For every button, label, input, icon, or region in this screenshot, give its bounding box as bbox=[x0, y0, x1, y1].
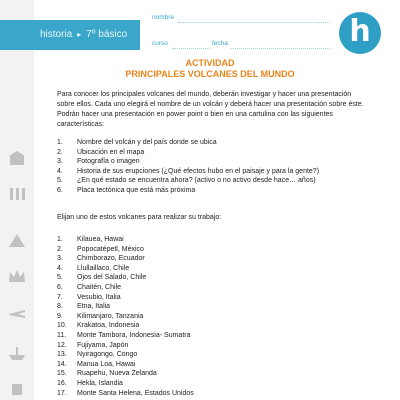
item-number: 2. bbox=[57, 245, 63, 253]
curso-field[interactable] bbox=[172, 48, 210, 49]
building-icon bbox=[8, 150, 26, 166]
list-item bbox=[57, 283, 194, 293]
list-item bbox=[57, 350, 194, 360]
item-text: Nyiragongo, Congo bbox=[77, 351, 138, 359]
item-text: Chaitén, Chile bbox=[77, 283, 121, 291]
activity-title: ACTIVIDAD bbox=[185, 58, 235, 68]
list-item bbox=[57, 302, 194, 312]
item-number: 6. bbox=[57, 283, 63, 291]
list-item bbox=[57, 245, 194, 255]
intro-paragraph bbox=[57, 90, 375, 130]
item-number: 16. bbox=[57, 379, 67, 387]
ship-icon bbox=[8, 345, 26, 361]
item-text: Ruapehu, Nueva Zelanda bbox=[77, 370, 157, 378]
list-item bbox=[57, 273, 194, 283]
list-item bbox=[57, 293, 194, 303]
list-item bbox=[57, 167, 319, 177]
intro-line: sobre ellos. Cada uno elegirá el nombre de un volcán y deberá hacer una presentación sobre éste. bbox=[57, 101, 364, 108]
item-text: Monte Santa Helena, Estados Unidos bbox=[77, 389, 194, 397]
item-text: Hekla, Islandia bbox=[77, 379, 123, 387]
intro-line: características: bbox=[57, 121, 105, 128]
volcano-list bbox=[57, 235, 194, 398]
list-item bbox=[57, 331, 194, 341]
list-item bbox=[57, 369, 194, 379]
nombre-field[interactable] bbox=[178, 22, 330, 23]
pyramid-icon bbox=[8, 232, 26, 248]
item-number: 8. bbox=[57, 303, 63, 311]
item-number: 3. bbox=[57, 158, 63, 166]
item-text: Popocatépetl, México bbox=[77, 245, 144, 253]
subject-bar bbox=[0, 20, 140, 50]
item-number: 4. bbox=[57, 264, 63, 272]
landmark-icon bbox=[8, 380, 26, 396]
item-text: Placa tectónica que está más próxima bbox=[77, 186, 196, 194]
item-number: 11. bbox=[57, 331, 67, 339]
list-item bbox=[57, 148, 319, 158]
list-item bbox=[57, 360, 194, 370]
item-text: Llullaillaco, Chile bbox=[77, 264, 130, 272]
list-item bbox=[57, 186, 319, 196]
item-text: Fotografía o imagen bbox=[77, 158, 140, 166]
list-item bbox=[57, 389, 194, 399]
item-number: 9. bbox=[57, 312, 63, 320]
subject-label: historia bbox=[40, 29, 73, 40]
list-item bbox=[57, 341, 194, 351]
list-item bbox=[57, 321, 194, 331]
item-number: 6. bbox=[57, 186, 63, 194]
crown-icon bbox=[8, 268, 26, 284]
item-text: ¿En qué estado se encuentra ahora? (activo o no activo desde hace… años) bbox=[77, 177, 316, 185]
requirements-list bbox=[57, 138, 319, 196]
fecha-field[interactable] bbox=[231, 48, 330, 49]
item-number: 4. bbox=[57, 167, 63, 175]
list-item bbox=[57, 138, 319, 148]
list-item bbox=[57, 312, 194, 322]
list-item bbox=[57, 176, 319, 186]
item-text: Etna, Italia bbox=[77, 303, 111, 311]
curso-label: curso bbox=[152, 40, 168, 47]
item-text: Krakatoa, Indonesia bbox=[77, 322, 140, 330]
item-number: 5. bbox=[57, 177, 63, 185]
item-number: 3. bbox=[57, 255, 63, 263]
intro-line: Para conocer los principales volcanes del mundo, deberán investigar y hacer una presentación bbox=[57, 91, 352, 98]
item-text: Manua Loa, Hawai bbox=[77, 360, 136, 368]
item-text: Chimborazo, Ecuador bbox=[77, 255, 145, 263]
nombre-label: nombre bbox=[152, 14, 175, 21]
activity-subtitle: PRINCIPALES VOLCANES DEL MUNDO bbox=[125, 69, 295, 79]
item-text: Kilauea, Hawai bbox=[77, 236, 124, 243]
item-text: Monte Tambora, Indonesia- Sumatra bbox=[77, 331, 191, 339]
item-number: 10. bbox=[57, 322, 67, 330]
columns-icon bbox=[8, 185, 26, 201]
grade-label: 7º básico bbox=[86, 29, 128, 40]
item-number: 12. bbox=[57, 341, 67, 349]
list-item bbox=[57, 379, 194, 389]
item-number: 5. bbox=[57, 274, 63, 282]
item-number: 14. bbox=[57, 360, 67, 368]
airplane-icon bbox=[8, 305, 26, 321]
fecha-label: fecha bbox=[212, 40, 228, 47]
chevron-right-icon: ▸ bbox=[77, 30, 82, 39]
logo: h bbox=[339, 12, 381, 54]
item-text: Kilimanjaro, Tanzania bbox=[77, 312, 144, 320]
item-number: 15. bbox=[57, 370, 67, 378]
item-number: 1. bbox=[57, 236, 63, 243]
list-item bbox=[57, 264, 194, 274]
intro-line: Podrán hacer una presentación en power point o bien en una cartulina con las siguientes bbox=[57, 111, 333, 118]
item-number: 13. bbox=[57, 351, 67, 359]
item-text: Ubicación en el mapa bbox=[77, 148, 145, 156]
item-text: Nombre del volcán y del país donde se ubica bbox=[77, 139, 217, 146]
choose-prompt: Elijan uno de estos volcanes para realizar su trabajo: bbox=[57, 214, 222, 221]
list-item bbox=[57, 157, 319, 167]
item-text: Vesubio, Italia bbox=[77, 293, 121, 301]
item-text: Fujiyama, Japón bbox=[77, 341, 129, 349]
list-item bbox=[57, 235, 194, 245]
item-text: Ojos del Salado, Chile bbox=[77, 274, 147, 282]
item-number: 1. bbox=[57, 139, 63, 146]
item-text: Historia de sus erupciones (¿Qué efectos hubo en el paisaje y para la gente?) bbox=[77, 167, 320, 175]
item-number: 2. bbox=[57, 148, 63, 156]
list-item bbox=[57, 254, 194, 264]
item-number: 17. bbox=[57, 389, 67, 397]
item-number: 7. bbox=[57, 293, 63, 301]
